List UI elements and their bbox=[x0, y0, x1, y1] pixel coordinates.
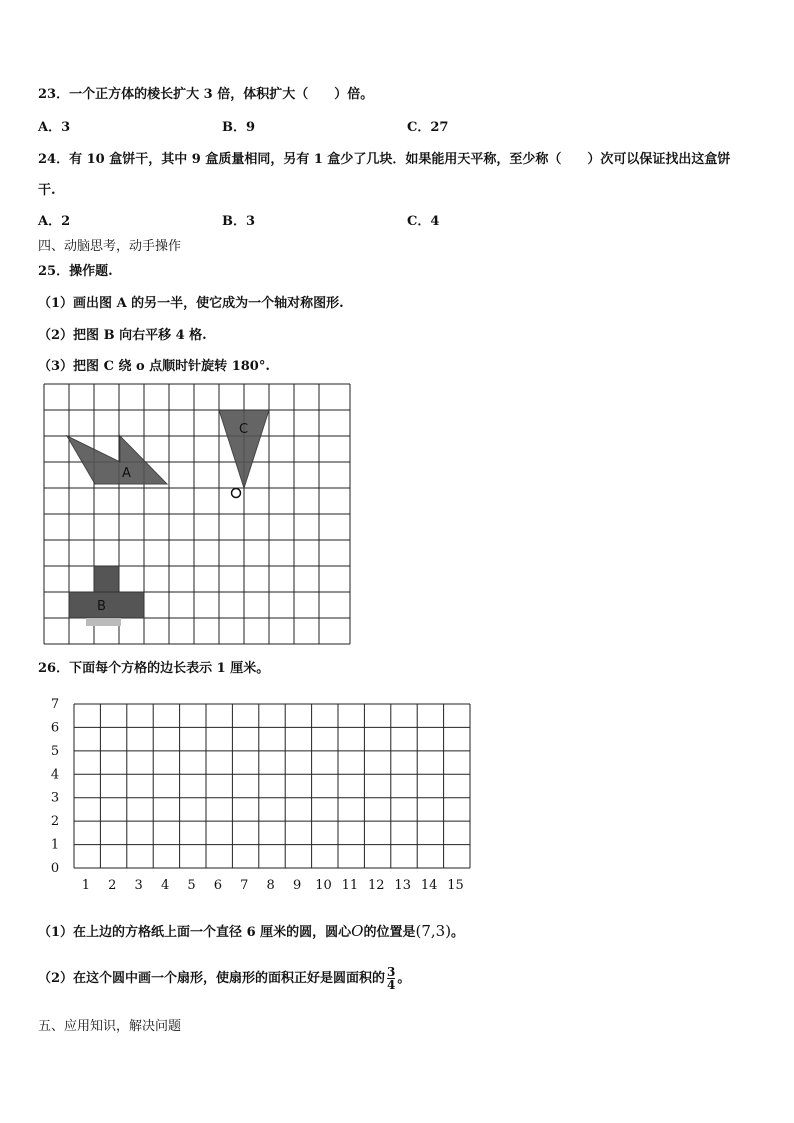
x-tick-label: 8 bbox=[266, 878, 275, 893]
x-tick-label: 6 bbox=[213, 878, 223, 893]
q26-grid bbox=[40, 692, 490, 897]
q25-item-2: （2）把图 B 向右平移 4 格. bbox=[38, 328, 207, 343]
shape-b-label: B bbox=[97, 599, 106, 614]
x-tick-label: 11 bbox=[341, 878, 359, 893]
x-tick-label: 10 bbox=[315, 878, 332, 893]
q24-text-line2: 干. bbox=[38, 183, 56, 198]
shape-b-shadow bbox=[86, 618, 121, 626]
q26-title: 26．下面每个方格的边长表示 1 厘米。 bbox=[38, 661, 270, 676]
q26-item-2 bbox=[38, 966, 410, 991]
q26-item-2-end: 。 bbox=[397, 971, 411, 986]
center-o-variable: O bbox=[351, 922, 364, 940]
q25-item-3: （3）把图 C 绕 o 点顺时针旋转 180°. bbox=[38, 359, 270, 374]
fraction-denominator: 4 bbox=[387, 978, 396, 992]
y-tick-label: 1 bbox=[50, 837, 60, 853]
q25-item-1: （1）画出图 A 的另一半，使它成为一个轴对称图形. bbox=[38, 296, 344, 311]
fraction-three-quarters bbox=[387, 966, 395, 991]
x-tick-label: 14 bbox=[420, 878, 438, 893]
y-tick-label: 2 bbox=[50, 814, 60, 830]
q26-item-1-mid: 的位置是 bbox=[363, 925, 416, 940]
x-tick-label: 3 bbox=[134, 878, 143, 893]
q26-item-1-prefix: （1）在上边的方格纸上面一个直径 6 厘米的圆，圆心 bbox=[38, 925, 352, 940]
fraction-numerator: 3 bbox=[387, 965, 396, 979]
y-tick-label: 0 bbox=[50, 861, 60, 876]
section-5-heading: 五、应用知识，解决问题 bbox=[38, 1019, 182, 1034]
q26-item-1 bbox=[38, 921, 464, 940]
q24-option-c: C．4 bbox=[407, 214, 440, 229]
x-tick-label: 4 bbox=[160, 878, 170, 893]
shape-c-label: C bbox=[239, 422, 249, 437]
q24-text-line1: 24．有 10 盒饼干，其中 9 盒质量相同，另有 1 盒少了几块．如果能用天平称，至少称（ ）次可以保证找出这盒饼 bbox=[38, 152, 731, 167]
section-4-heading: 四、动脑思考，动手操作 bbox=[38, 239, 182, 254]
q23-option-a: A．3 bbox=[38, 120, 71, 135]
x-tick-label: 7 bbox=[240, 878, 249, 893]
shape-a-label: A bbox=[122, 466, 131, 481]
q23-option-c: C．27 bbox=[407, 120, 449, 135]
x-tick-label: 13 bbox=[394, 878, 411, 893]
q25-title: 25．操作题. bbox=[38, 264, 113, 279]
q26-item-2-prefix: （2）在这个圆中画一个扇形，使扇形的面积正好是圆面积的 bbox=[38, 971, 386, 986]
x-tick-label: 9 bbox=[292, 878, 302, 893]
x-tick-label: 2 bbox=[108, 878, 117, 893]
y-tick-label: 5 bbox=[50, 743, 60, 759]
q26-grid-lines bbox=[74, 704, 470, 868]
point-o bbox=[232, 489, 241, 498]
x-tick-label: 5 bbox=[187, 878, 196, 893]
x-tick-label: 12 bbox=[368, 878, 385, 893]
x-tick-label: 1 bbox=[81, 878, 91, 893]
y-tick-label: 4 bbox=[50, 767, 60, 783]
y-tick-label: 3 bbox=[50, 790, 60, 806]
q23-option-b: B．9 bbox=[222, 120, 256, 135]
y-tick-label: 6 bbox=[50, 720, 60, 736]
q26-item-1-end: 。 bbox=[451, 925, 465, 940]
q24-option-b: B．3 bbox=[222, 214, 256, 229]
q23-text: 23．一个正方体的棱长扩大 3 倍，体积扩大（ ）倍。 bbox=[38, 87, 374, 102]
center-point: (7,3) bbox=[415, 922, 452, 940]
q25-grid-figure bbox=[40, 380, 356, 648]
x-tick-label: 15 bbox=[447, 878, 464, 893]
y-tick-label: 7 bbox=[50, 697, 60, 712]
q24-option-a: A．2 bbox=[38, 214, 71, 229]
